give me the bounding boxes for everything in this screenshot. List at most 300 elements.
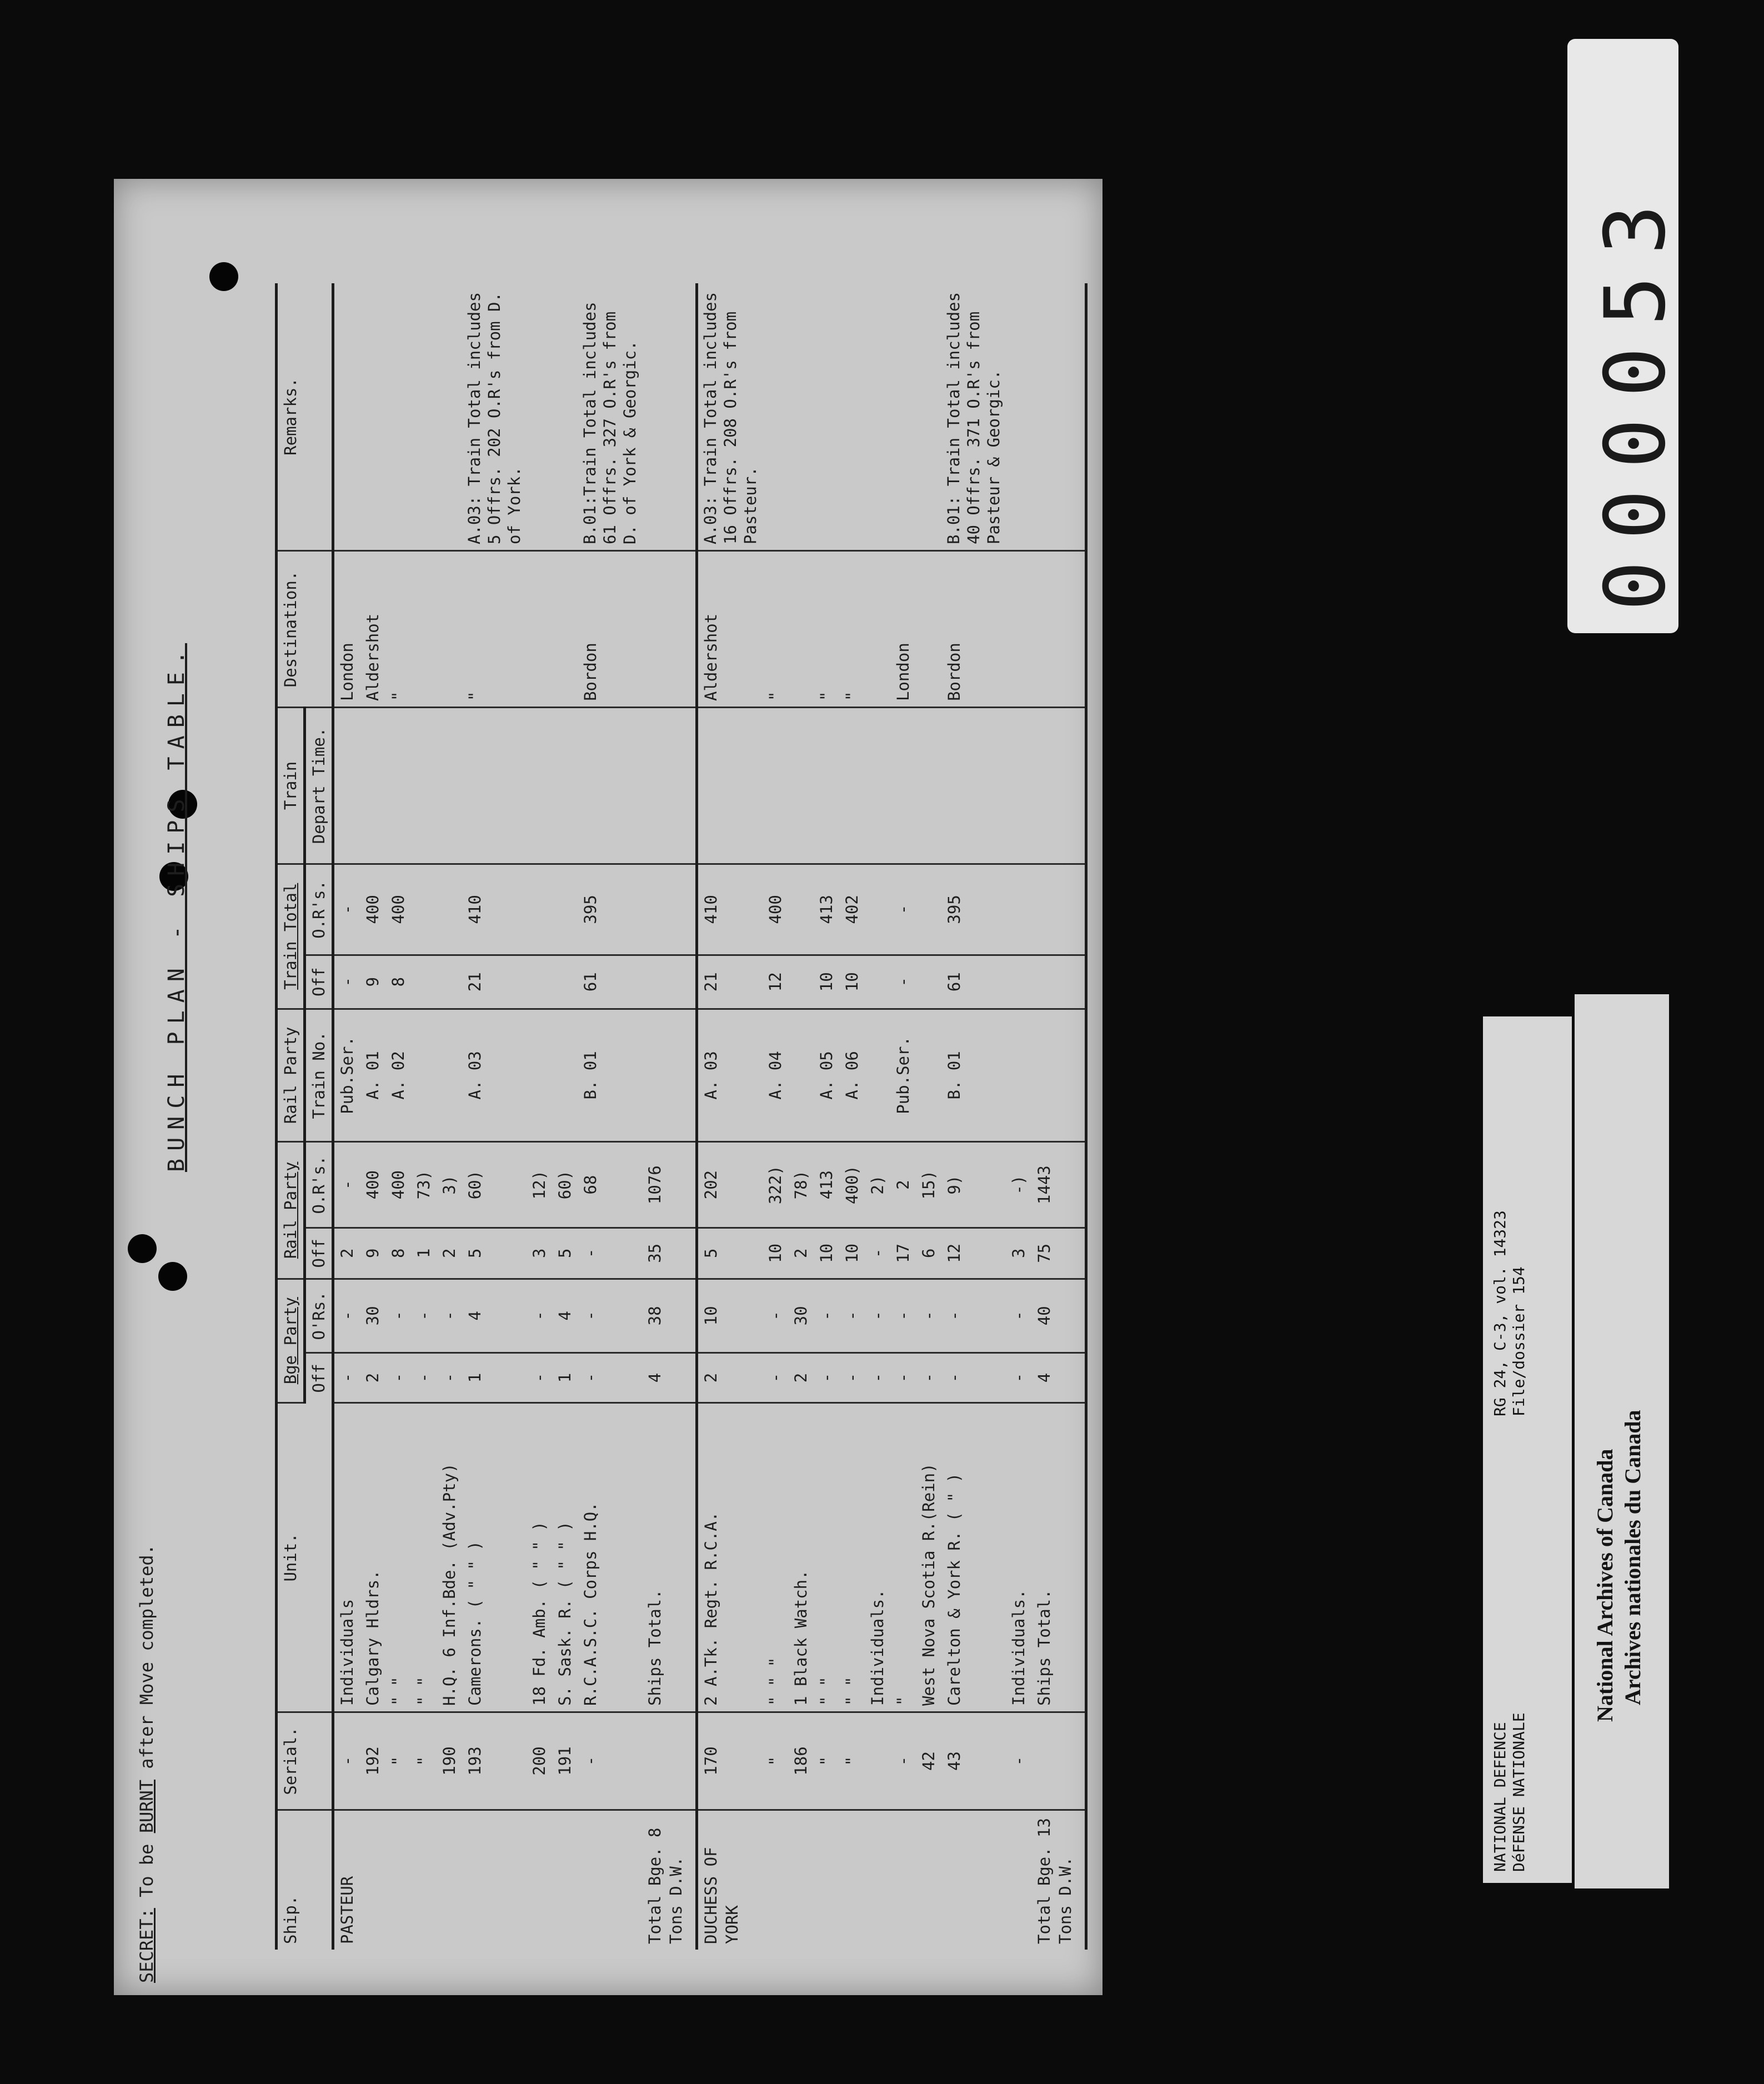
cell-train-no	[1031, 1009, 1086, 1142]
cell-unit: " " "	[763, 1402, 788, 1712]
cell-unit: H.Q. 6 Inf.Bde. (Adv.Pty)	[437, 1402, 462, 1712]
cell-rail-off: 3	[527, 1228, 552, 1279]
cell-rail-off: 12	[941, 1228, 1006, 1279]
cell-tt-ors: 410	[697, 864, 763, 955]
cell-bge-ors: -	[333, 1279, 360, 1353]
cell-unit: " "	[839, 1402, 865, 1712]
cell-depart	[360, 707, 385, 864]
cell-tt-ors: 400	[360, 864, 385, 955]
table-row	[333, 283, 360, 1950]
cell-dest	[642, 551, 697, 708]
ships-total-row	[1031, 283, 1086, 1950]
cell-ship	[578, 1810, 642, 1950]
cell-serial: 191	[552, 1712, 578, 1810]
cell-serial: "	[839, 1712, 865, 1810]
cell-dest	[916, 551, 941, 708]
cell-unit: "	[890, 1402, 916, 1712]
cell-bge-ors: -	[578, 1279, 642, 1353]
cell-unit: 2 A.Tk. Regt. R.C.A.	[697, 1402, 763, 1712]
cell-unit: Ships Total.	[1031, 1402, 1086, 1712]
table-row	[527, 283, 552, 1950]
cell-dest	[865, 551, 890, 708]
cell-dest	[1006, 551, 1031, 708]
secret-note	[136, 1544, 157, 1983]
table-row	[865, 283, 890, 1950]
cell-bge-off: -	[890, 1353, 916, 1403]
cell-remarks	[814, 283, 839, 551]
cell-remarks	[642, 283, 697, 551]
cell-ship	[941, 1810, 1006, 1950]
table-row	[890, 283, 916, 1950]
cell-serial	[1031, 1712, 1086, 1810]
cell-rail-off: 3	[1006, 1228, 1031, 1279]
cell-remarks	[360, 283, 385, 551]
cell-rail-ors: 400	[360, 1142, 385, 1228]
header-rail-ors: O.R's.	[305, 1142, 333, 1228]
cell-depart	[763, 707, 788, 864]
archives-name-fr: Archives nationales du Canada	[1620, 1410, 1645, 1705]
cell-rail-ors: 2	[890, 1142, 916, 1228]
cell-unit: " "	[411, 1402, 437, 1712]
cell-tt-off	[1006, 955, 1031, 1009]
cell-dest: Bordon	[578, 551, 642, 708]
cell-dest: "	[385, 551, 411, 708]
cell-rail-ors: 73)	[411, 1142, 437, 1228]
cell-ship	[411, 1810, 437, 1950]
cell-tt-ors	[642, 864, 697, 955]
cell-tt-off	[437, 955, 462, 1009]
cell-train-no: B. 01	[941, 1009, 1006, 1142]
cell-remarks	[333, 283, 360, 551]
cell-serial: "	[385, 1712, 411, 1810]
cell-tt-off	[642, 955, 697, 1009]
cell-train-no	[1006, 1009, 1031, 1142]
cell-remarks	[411, 283, 437, 551]
cell-serial: -	[333, 1712, 360, 1810]
cell-depart	[385, 707, 411, 864]
cell-train-no: A. 01	[360, 1009, 385, 1142]
cell-bge-off: 2	[788, 1353, 814, 1403]
cell-remarks	[788, 283, 814, 551]
table-row	[839, 283, 865, 1950]
cell-dest: London	[890, 551, 916, 708]
cell-bge-ors: -	[411, 1279, 437, 1353]
cell-remarks	[1031, 283, 1086, 551]
cell-depart	[814, 707, 839, 864]
cell-dest: Bordon	[941, 551, 1006, 708]
cell-bge-ors: -	[437, 1279, 462, 1353]
cell-rail-off: 10	[839, 1228, 865, 1279]
header-ship: Ship.	[277, 1810, 333, 1950]
table-row	[941, 283, 1006, 1950]
cell-serial	[642, 1712, 697, 1810]
table-row	[763, 283, 788, 1950]
archive-ref-line4: File/dossier 154	[1510, 1266, 1528, 1416]
table-row	[697, 283, 763, 1950]
cell-rail-ors: 202	[697, 1142, 763, 1228]
secret-middle: To be	[136, 1833, 157, 1908]
cell-unit: S. Sask. R. ( " " )	[552, 1402, 578, 1712]
cell-bge-ors: 4	[552, 1279, 578, 1353]
archives-canada-label	[1575, 994, 1669, 1888]
table-row	[462, 283, 527, 1950]
cell-tt-off: 10	[814, 955, 839, 1009]
cell-tt-off: 8	[385, 955, 411, 1009]
cell-tt-ors	[527, 864, 552, 955]
cell-train-no	[642, 1009, 697, 1142]
cell-train-no: A. 04	[763, 1009, 788, 1142]
cell-bge-ors: -	[814, 1279, 839, 1353]
cell-ship	[552, 1810, 578, 1950]
secret-suffix: after Move completed.	[136, 1544, 157, 1780]
cell-depart	[890, 707, 916, 864]
table-row	[1006, 283, 1031, 1950]
cell-remarks: B.01: Train Total includes 40 Offrs. 371 O.R's from Pasteur & Georgic.	[941, 283, 1006, 551]
cell-tt-ors	[916, 864, 941, 955]
cell-remarks	[839, 283, 865, 551]
cell-tt-off: 10	[839, 955, 865, 1009]
cell-ship	[865, 1810, 890, 1950]
cell-rail-off: 10	[763, 1228, 788, 1279]
cell-rail-ors: 400	[385, 1142, 411, 1228]
cell-bge-off: -	[1006, 1353, 1031, 1403]
cell-bge-ors: 38	[642, 1279, 697, 1353]
cell-depart	[578, 707, 642, 864]
cell-remarks	[437, 283, 462, 551]
cell-remarks	[552, 283, 578, 551]
cell-train-no	[437, 1009, 462, 1142]
cell-rail-ors: 2)	[865, 1142, 890, 1228]
archive-ref-line3: RG 24, C-3, vol. 14323	[1491, 1210, 1509, 1416]
cell-depart	[788, 707, 814, 864]
cell-tt-off: -	[890, 955, 916, 1009]
cell-train-no: A. 03	[697, 1009, 763, 1142]
cell-ship	[890, 1810, 916, 1950]
cell-train-no	[916, 1009, 941, 1142]
cell-remarks	[865, 283, 890, 551]
cell-bge-ors: -	[941, 1279, 1006, 1353]
frame-number-stamp	[1567, 39, 1684, 633]
cell-bge-off: -	[941, 1353, 1006, 1403]
cell-bge-off: 4	[642, 1353, 697, 1403]
cell-tt-ors: -	[333, 864, 360, 955]
cell-rail-off: 35	[642, 1228, 697, 1279]
cell-bge-off: -	[527, 1353, 552, 1403]
cell-serial: "	[763, 1712, 788, 1810]
cell-tt-ors: -	[890, 864, 916, 955]
cell-bge-ors: -	[1006, 1279, 1031, 1353]
cell-rail-off: 5	[697, 1228, 763, 1279]
cell-rail-off: 75	[1031, 1228, 1086, 1279]
cell-train-no	[411, 1009, 437, 1142]
cell-rail-off: 10	[814, 1228, 839, 1279]
cell-unit: " "	[385, 1402, 411, 1712]
ships-table-header	[277, 283, 333, 1950]
table-row	[411, 283, 437, 1950]
cell-bge-ors: 40	[1031, 1279, 1086, 1353]
cell-depart	[333, 707, 360, 864]
cell-unit: 1 Black Watch.	[788, 1402, 814, 1712]
cell-bge-off: -	[839, 1353, 865, 1403]
cell-bge-ors: -	[385, 1279, 411, 1353]
cell-bge-off: 2	[360, 1353, 385, 1403]
table-row	[437, 283, 462, 1950]
cell-tt-ors	[411, 864, 437, 955]
cell-rail-ors: 3)	[437, 1142, 462, 1228]
cell-dest: "	[462, 551, 527, 708]
cell-bge-ors: 30	[788, 1279, 814, 1353]
cell-depart	[916, 707, 941, 864]
cell-ship: PASTEUR	[338, 1876, 357, 1944]
cell-rail-ors: -	[333, 1142, 360, 1228]
cell-tt-ors	[437, 864, 462, 955]
cell-unit: Camerons. ( " " )	[462, 1402, 527, 1712]
cell-rail-off: 5	[552, 1228, 578, 1279]
cell-serial: 192	[360, 1712, 385, 1810]
cell-serial: 186	[788, 1712, 814, 1810]
cell-remarks	[763, 283, 788, 551]
cell-dest	[437, 551, 462, 708]
header-train: Train	[277, 707, 305, 864]
cell-depart	[839, 707, 865, 864]
cell-rail-ors: 60)	[552, 1142, 578, 1228]
cell-bge-off: -	[411, 1353, 437, 1403]
cell-ship	[814, 1810, 839, 1950]
cell-bge-ors: 10	[697, 1279, 763, 1353]
cell-tt-ors: 410	[462, 864, 527, 955]
cell-tt-off	[788, 955, 814, 1009]
cell-serial: "	[814, 1712, 839, 1810]
cell-unit: Ships Total.	[642, 1402, 697, 1712]
cell-tt-off	[1031, 955, 1086, 1009]
cell-depart	[642, 707, 697, 864]
cell-tt-off: 12	[763, 955, 788, 1009]
cell-train-no: Pub.Ser.	[333, 1009, 360, 1142]
cell-rail-off: 2	[333, 1228, 360, 1279]
table-row	[788, 283, 814, 1950]
cell-unit: 18 Fd. Amb. ( " " )	[527, 1402, 552, 1712]
cell-rail-off: 9	[360, 1228, 385, 1279]
cell-bge-ors: -	[527, 1279, 552, 1353]
cell-tt-ors	[788, 864, 814, 955]
cell-ship	[788, 1810, 814, 1950]
cell-rail-off: -	[578, 1228, 642, 1279]
cell-depart	[411, 707, 437, 864]
cell-tt-off	[527, 955, 552, 1009]
cell-bge-off: -	[763, 1353, 788, 1403]
cell-depart	[697, 707, 763, 864]
cell-tt-off: 21	[462, 955, 527, 1009]
cell-depart	[941, 707, 1006, 864]
cell-dest: London	[333, 551, 360, 708]
cell-dest	[527, 551, 552, 708]
secret-label: SECRET:	[136, 1908, 157, 1983]
cell-dest: Aldershot	[360, 551, 385, 708]
header-tt-ors: O.R's.	[305, 864, 333, 955]
cell-bge-off: 1	[552, 1353, 578, 1403]
cell-bge-off: 4	[1031, 1353, 1086, 1403]
cell-bge-ors: 30	[360, 1279, 385, 1353]
cell-train-no	[865, 1009, 890, 1142]
archives-name-en: National Archives of Canada	[1592, 1449, 1617, 1722]
header-tt-off: Off	[305, 955, 333, 1009]
secret-burnt: BURNT	[136, 1779, 157, 1833]
cell-ship: Total Bge. 13 Tons D.W.	[1031, 1810, 1086, 1950]
cell-serial: -	[578, 1712, 642, 1810]
cell-rail-ors: 15)	[916, 1142, 941, 1228]
cell-rail-off: 5	[462, 1228, 527, 1279]
cell-unit: Individuals.	[865, 1402, 890, 1712]
header-bge-party: Bge Party	[277, 1279, 305, 1402]
cell-tt-off: 21	[697, 955, 763, 1009]
cell-depart	[552, 707, 578, 864]
ships-table-body	[333, 283, 1086, 1950]
cell-ship	[462, 1810, 527, 1950]
cell-train-no: A. 05	[814, 1009, 839, 1142]
cell-rail-off: 2	[437, 1228, 462, 1279]
cell-rail-off: 6	[916, 1228, 941, 1279]
header-depart-time: Depart Time.	[305, 707, 333, 864]
cell-ship	[437, 1810, 462, 1950]
cell-dest: "	[814, 551, 839, 708]
cell-bge-off: 2	[697, 1353, 763, 1403]
table-row	[360, 283, 385, 1950]
cell-tt-off: 9	[360, 955, 385, 1009]
cell-ship	[360, 1810, 385, 1950]
cell-tt-ors	[1031, 864, 1086, 955]
archive-ref-line1: NATIONAL DEFENCE	[1491, 1722, 1509, 1872]
cell-tt-ors: 413	[814, 864, 839, 955]
cell-tt-off: -	[333, 955, 360, 1009]
document-title: BUNCH PLAN - SHIPS TABLE.	[164, 643, 189, 1172]
cell-dest	[1031, 551, 1086, 708]
cell-bge-off: -	[916, 1353, 941, 1403]
cell-remarks	[1006, 283, 1031, 551]
cell-depart	[865, 707, 890, 864]
cell-tt-ors: 395	[578, 864, 642, 955]
table-row	[385, 283, 411, 1950]
cell-rail-ors: 413	[814, 1142, 839, 1228]
archive-reference-card	[1483, 1016, 1572, 1883]
cell-rail-off: 8	[385, 1228, 411, 1279]
cell-rail-ors: 78)	[788, 1142, 814, 1228]
archive-ref-line2: DéFENSE NATIONALE	[1510, 1712, 1528, 1872]
cell-train-no: B. 01	[578, 1009, 642, 1142]
cell-rail-ors: 1076	[642, 1142, 697, 1228]
cell-remarks	[916, 283, 941, 551]
cell-rail-off: -	[865, 1228, 890, 1279]
cell-bge-ors: -	[865, 1279, 890, 1353]
cell-tt-ors: 400	[763, 864, 788, 955]
cell-bge-off: -	[578, 1353, 642, 1403]
cell-dest: "	[763, 551, 788, 708]
cell-dest: Aldershot	[697, 551, 763, 708]
cell-serial: 43	[941, 1712, 1006, 1810]
cell-bge-off: 1	[462, 1353, 527, 1403]
cell-rail-ors: 60)	[462, 1142, 527, 1228]
rotated-document	[131, 233, 1075, 1983]
ships-total-row	[642, 283, 697, 1950]
cell-rail-ors: 1443	[1031, 1142, 1086, 1228]
cell-remarks: A.03: Train Total includes 16 Offrs. 208 O.R's from Pasteur.	[697, 283, 763, 551]
cell-remarks	[385, 283, 411, 551]
cell-unit: West Nova Scotia R.(Rein)	[916, 1402, 941, 1712]
cell-tt-off	[916, 955, 941, 1009]
cell-unit: Carelton & York R. ( " )	[941, 1402, 1006, 1712]
header-rail-party-train: Rail Party	[277, 1009, 305, 1142]
cell-bge-ors: -	[890, 1279, 916, 1353]
cell-serial: 193	[462, 1712, 527, 1810]
cell-depart	[462, 707, 527, 864]
cell-bge-ors: -	[763, 1279, 788, 1353]
header-serial: Serial.	[277, 1712, 333, 1810]
cell-tt-ors	[1006, 864, 1031, 955]
cell-dest	[411, 551, 437, 708]
cell-ship	[1006, 1810, 1031, 1950]
cell-serial: 42	[916, 1712, 941, 1810]
cell-unit: Calgary Hldrs.	[360, 1402, 385, 1712]
cell-serial: -	[890, 1712, 916, 1810]
header-train-no: Train No.	[305, 1009, 333, 1142]
cell-unit: Individuals	[333, 1402, 360, 1712]
cell-rail-ors: 68	[578, 1142, 642, 1228]
cell-rail-ors: 12)	[527, 1142, 552, 1228]
frame-number: 000053	[1587, 183, 1684, 611]
header-rail-off: Off	[305, 1228, 333, 1279]
cell-depart	[1031, 707, 1086, 864]
cell-bge-off: -	[333, 1353, 360, 1403]
cell-tt-ors	[552, 864, 578, 955]
cell-ship: DUCHESS OF YORK	[701, 1847, 741, 1944]
cell-tt-ors	[865, 864, 890, 955]
cell-tt-off	[411, 955, 437, 1009]
header-remarks: Remarks.	[277, 283, 333, 551]
cell-serial: 200	[527, 1712, 552, 1810]
cell-rail-ors: 322)	[763, 1142, 788, 1228]
cell-remarks: A.03: Train Total includes 5 Offrs. 202 O.R's from D. of York.	[462, 283, 527, 551]
cell-train-no: A. 02	[385, 1009, 411, 1142]
header-bge-off: Off	[305, 1353, 333, 1403]
cell-bge-off: -	[865, 1353, 890, 1403]
cell-depart	[437, 707, 462, 864]
cell-rail-ors: -)	[1006, 1142, 1031, 1228]
cell-bge-off: -	[814, 1353, 839, 1403]
cell-bge-ors: -	[916, 1279, 941, 1353]
cell-ship	[763, 1810, 788, 1950]
header-unit: Unit.	[277, 1402, 333, 1712]
header-destination: Destination.	[277, 551, 333, 708]
cell-serial: -	[1006, 1712, 1031, 1810]
cell-depart	[1006, 707, 1031, 864]
cell-rail-off: 1	[411, 1228, 437, 1279]
cell-dest	[788, 551, 814, 708]
header-rail-party: Rail Party	[277, 1142, 305, 1279]
cell-rail-off: 2	[788, 1228, 814, 1279]
header-train-total: Train Total	[277, 864, 305, 1009]
cell-tt-off: 61	[578, 955, 642, 1009]
cell-tt-off	[865, 955, 890, 1009]
cell-ship	[385, 1810, 411, 1950]
cell-depart	[527, 707, 552, 864]
cell-remarks	[890, 283, 916, 551]
cell-tt-off: 61	[941, 955, 1006, 1009]
cell-ship	[916, 1810, 941, 1950]
cell-rail-ors: 400)	[839, 1142, 865, 1228]
table-row	[814, 283, 839, 1950]
cell-serial: 170	[697, 1712, 763, 1810]
cell-train-no: A. 03	[462, 1009, 527, 1142]
cell-ship	[527, 1810, 552, 1950]
